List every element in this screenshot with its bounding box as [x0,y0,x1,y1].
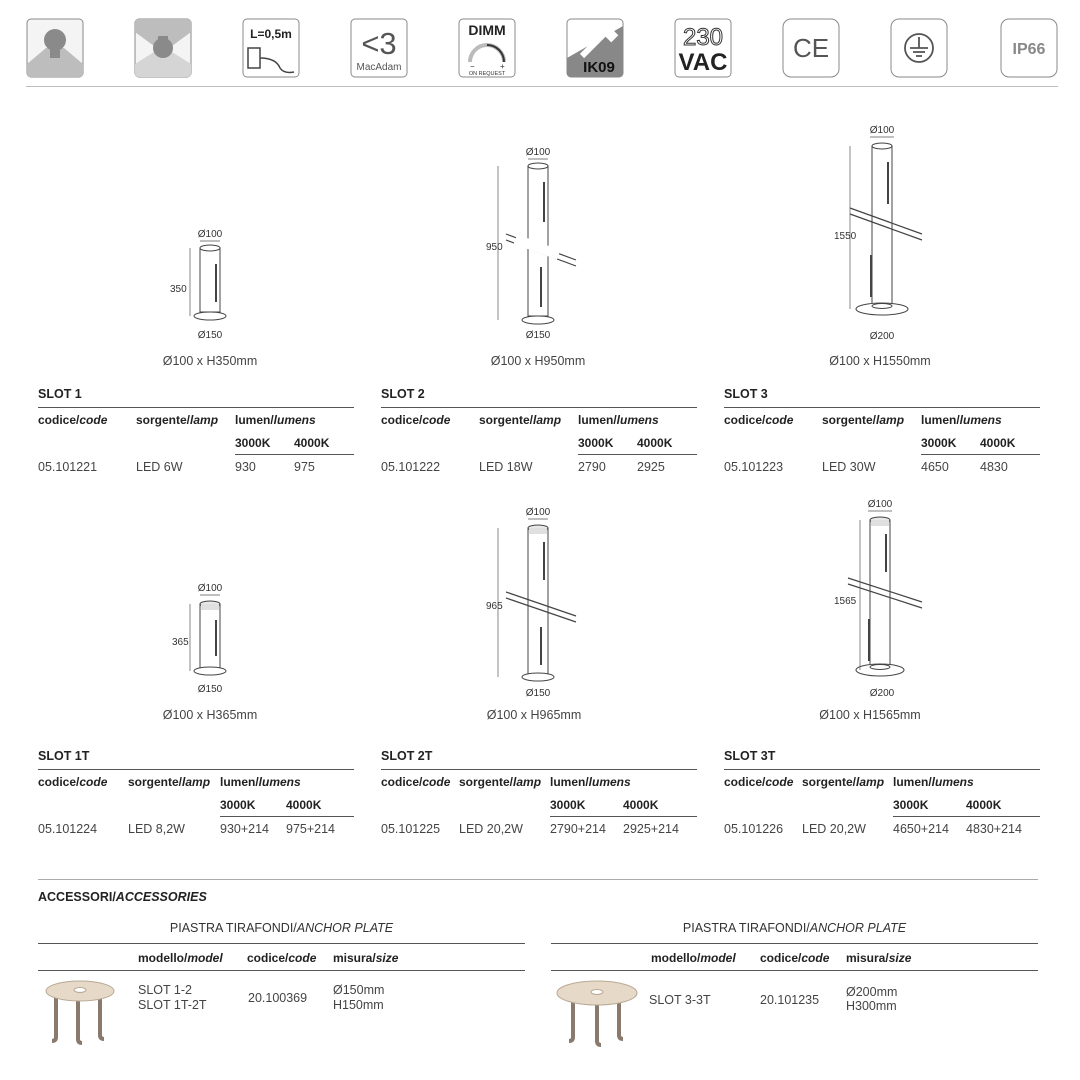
product-lamp: LED 6W [136,460,183,474]
drawing-caption: Ø100 x H1550mm [829,354,931,368]
svg-text:ON REQUEST: ON REQUEST [468,71,506,77]
cable-length-icon [242,18,300,78]
svg-text:Ø100: Ø100 [525,507,551,518]
svg-text:950: 950 [486,242,503,253]
product-title: SLOT 3T [724,749,776,763]
svg-text:<3: <3 [361,26,397,61]
dimm-icon [458,18,516,78]
lumen-3000k: 930+214 [220,822,270,836]
drawing-caption: Ø100 x H1565mm [819,708,921,722]
drawing-caption: Ø100 x H365mm [162,708,258,722]
product-title: SLOT 2 [381,387,425,401]
anchor-plate-image [42,975,124,1047]
drawing-caption: Ø100 x H965mm [486,708,582,722]
product-code: 05.101224 [38,822,98,836]
svg-text:Ø150: Ø150 [197,330,223,341]
lumen-4000k: 4830 [980,460,1008,474]
svg-text:+: + [500,62,505,71]
accessory-size: Ø150mm [333,983,385,997]
earth-ground-icon [890,18,948,78]
svg-text:Ø150: Ø150 [525,688,551,699]
drawing-slot-3 [830,120,930,345]
product-table-slot-1t: SLOT 1T codice/code sorgente/lamp lumen/lumens 3000K 4000K 05.101224 LED 8,2W 930+214 975+214 [38,749,354,840]
lumen-3000k: 4650+214 [893,822,949,836]
accessory-size: H300mm [846,999,897,1013]
drawing-slot-3t [830,494,930,704]
product-lamp: LED 20,2W [802,822,866,836]
accessory-model: SLOT 1T-2T [138,998,207,1012]
product-title: SLOT 1T [38,749,90,763]
feature-icon-row [26,18,1058,80]
header-divider [26,86,1058,87]
svg-text:CE: CE [792,33,830,63]
ce-mark-icon [782,18,840,78]
product-table-slot-3t: SLOT 3T codice/code sorgente/lamp lumen/lumens 3000K 4000K 05.101226 LED 20,2W 4650+214 4830+214 [724,749,1040,840]
product-code: 05.101225 [381,822,441,836]
accessory-model: SLOT 3-3T [649,993,711,1007]
svg-text:Ø200: Ø200 [869,688,895,699]
svg-text:IP66: IP66 [1012,41,1046,58]
svg-text:Ø100: Ø100 [869,125,895,136]
accessory-anchor-plate-2: PIASTRA TIRAFONDI/ANCHOR PLATE modello/model codice/code misura/size SLOT 3-3T 20.101235 Ø200mm H300mm [551,921,1038,1051]
lumen-4000k: 2925 [637,460,665,474]
accessory-name: PIASTRA TIRAFONDI/ANCHOR PLATE [682,921,907,935]
accessory-size: H150mm [333,998,384,1012]
product-table-slot-3: SLOT 3 codice/code sorgente/lamp lumen/lumens 3000K 4000K 05.101223 LED 30W 4650 4830 [724,387,1040,478]
accessories-divider [38,879,1038,880]
svg-text:VAC: VAC [678,49,728,76]
svg-text:230: 230 [682,24,724,51]
svg-text:Ø200: Ø200 [869,331,895,342]
svg-text:Ø100: Ø100 [867,499,893,510]
svg-text:Ø150: Ø150 [525,330,551,341]
accessories-title: ACCESSORI/ACCESSORIES [38,890,207,904]
drawing-slot-2 [484,142,584,347]
anchor-plate-image [555,975,641,1047]
lumen-4000k: 975 [294,460,315,474]
product-code: 05.101223 [724,460,784,474]
svg-text:MacAdam: MacAdam [356,62,402,73]
accessory-code: 20.101235 [760,993,820,1007]
bulb-cutoff-icon [134,18,192,78]
product-lamp: LED 30W [822,460,876,474]
svg-text:Ø100: Ø100 [525,147,551,158]
accessory-anchor-plate-1: PIASTRA TIRAFONDI/ANCHOR PLATE modello/model codice/code misura/size SLOT 1-2 SLOT 1T-2T 20.100369 Ø150mm H150mm [38,921,525,1051]
svg-text:365: 365 [172,637,189,648]
ik09-hammer-icon [566,18,624,78]
svg-text:1565: 1565 [834,596,857,607]
macadam-icon [350,18,408,78]
drawing-slot-1t [160,578,260,700]
product-title: SLOT 3 [724,387,768,401]
lumen-4000k: 975+214 [286,822,336,836]
svg-text:350: 350 [170,284,187,295]
accessory-size: Ø200mm [846,985,898,999]
product-code: 05.101221 [38,460,98,474]
drawing-slot-2t [484,502,584,702]
svg-text:−: − [470,62,475,71]
ip-rating-icon [1000,18,1058,78]
svg-text:965: 965 [486,601,503,612]
lumen-4000k: 2925+214 [623,822,679,836]
lumen-3000k: 2790+214 [550,822,606,836]
svg-text:IK09: IK09 [583,59,615,76]
svg-text:1550: 1550 [834,231,857,242]
lumen-4000k: 4830+214 [966,822,1022,836]
drawing-slot-1 [160,224,260,346]
svg-text:L=0,5m: L=0,5m [250,27,292,41]
product-lamp: LED 8,2W [128,822,185,836]
lumen-3000k: 4650 [921,460,949,474]
product-table-slot-2t: SLOT 2T codice/code sorgente/lamp lumen/lumens 3000K 4000K 05.101225 LED 20,2W 2790+214 2925+214 [381,749,697,840]
product-table-slot-2: SLOT 2 codice/code sorgente/lamp lumen/lumens 3000K 4000K 05.101222 LED 18W 2790 2925 [381,387,697,478]
accessory-code: 20.100369 [248,991,308,1005]
voltage-icon [674,18,732,78]
lumen-3000k: 2790 [578,460,606,474]
accessory-name: PIASTRA TIRAFONDI/ANCHOR PLATE [169,921,394,935]
product-table-slot-1: SLOT 1 codice/code sorgente/lamp lumen/lumens 3000K 4000K 05.101221 LED 6W 930 975 [38,387,354,478]
product-code: 05.101226 [724,822,784,836]
product-code: 05.101222 [381,460,441,474]
accessory-model: SLOT 1-2 [138,983,192,997]
svg-text:Ø100: Ø100 [197,229,223,240]
svg-text:Ø150: Ø150 [197,684,223,695]
product-lamp: LED 18W [479,460,533,474]
bulb-light-icon [26,18,84,78]
product-title: SLOT 1 [38,387,82,401]
drawing-caption: Ø100 x H950mm [490,354,586,368]
svg-text:DIMM: DIMM [468,22,506,38]
svg-text:Ø100: Ø100 [197,583,223,594]
product-lamp: LED 20,2W [459,822,523,836]
product-title: SLOT 2T [381,749,433,763]
drawing-caption: Ø100 x H350mm [162,354,258,368]
lumen-3000k: 930 [235,460,256,474]
